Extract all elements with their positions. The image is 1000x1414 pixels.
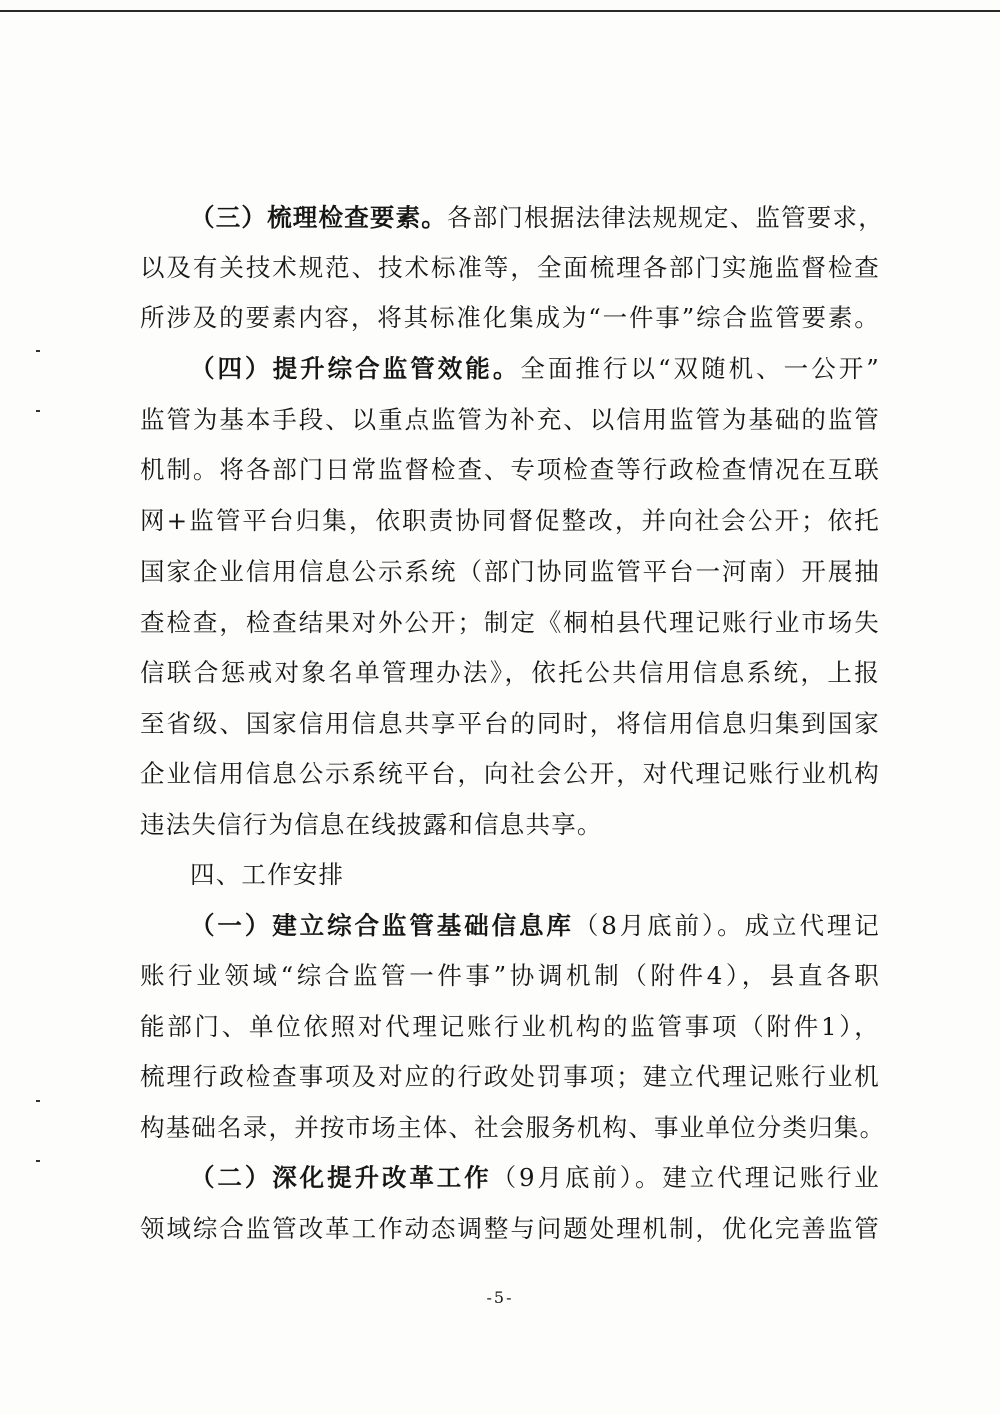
paragraph-line: 所涉及的要素内容，将其标准化集成为“一件事”综合监管要素。 <box>140 303 880 332</box>
paragraph-line: （四）提升综合监管效能。全面推行以“双随机、一公开” <box>190 354 880 383</box>
paragraph-line: 账行业领域“综合监管一件事”协调机制（附件4），县直各职 <box>140 961 880 990</box>
paragraph-heading: （三）梳理检查要素。 <box>190 203 447 232</box>
paragraph-line: 国家企业信用信息公示系统（部门协同监管平台一河南）开展抽 <box>140 557 880 586</box>
scan-speck <box>36 410 40 412</box>
scan-top-edge <box>0 10 1000 12</box>
paragraph-line: （二）深化提升改革工作（9月底前）。建立代理记账行业 <box>190 1163 880 1192</box>
paragraph-line: 监管为基本手段、以重点监管为补充、以信用监管为基础的监管 <box>140 405 880 434</box>
paragraph-line: 构基础名录，并按市场主体、社会服务机构、事业单位分类归集。 <box>140 1113 886 1142</box>
paragraph-line: 能部门、单位依照对代理记账行业机构的监管事项（附件1）， <box>140 1012 880 1041</box>
paragraph-line: 信联合惩戒对象名单管理办法》，依托公共信用信息系统，上报 <box>140 658 880 687</box>
scan-speck <box>36 1100 40 1102</box>
paragraph-line: （三）梳理检查要素。各部门根据法律法规规定、监管要求， <box>190 203 884 232</box>
paragraph-line: 网+监管平台归集，依职责协同督促整改，并向社会公开；依托 <box>140 506 880 535</box>
page-number: -5- <box>486 1288 514 1307</box>
paragraph-heading: （一）建立综合监管基础信息库 <box>190 911 574 940</box>
paragraph-line: 以及有关技术规范、技术标准等，全面梳理各部门实施监督检查 <box>140 253 880 282</box>
paragraph-line: 企业信用信息公示系统平台，向社会公开，对代理记账行业机构 <box>140 759 880 788</box>
scan-speck <box>36 1160 40 1162</box>
paragraph-line: 至省级、国家信用信息共享平台的同时，将信用信息归集到国家 <box>140 709 880 738</box>
paragraph-line: （一）建立综合监管基础信息库（8月底前）。成立代理记 <box>190 911 880 940</box>
paragraph-heading: （四）提升综合监管效能。 <box>190 354 521 383</box>
paragraph-line: 领域综合监管改革工作动态调整与问题处理机制，优化完善监管 <box>140 1214 880 1243</box>
paragraph-line: 机制。将各部门日常监督检查、专项检查等行政检查情况在互联 <box>140 455 880 484</box>
paragraph-line: 查检查，检查结果对外公开；制定《桐柏县代理记账行业市场失 <box>140 608 880 637</box>
section-heading: 四、工作安排 <box>190 860 345 889</box>
scan-speck <box>36 350 40 352</box>
paragraph-heading: （二）深化提升改革工作 <box>190 1163 492 1192</box>
paragraph-line: 梳理行政检查事项及对应的行政处罚事项；建立代理记账行业机 <box>140 1062 880 1091</box>
paragraph-line: 违法失信行为信息在线披露和信息共享。 <box>140 810 603 839</box>
